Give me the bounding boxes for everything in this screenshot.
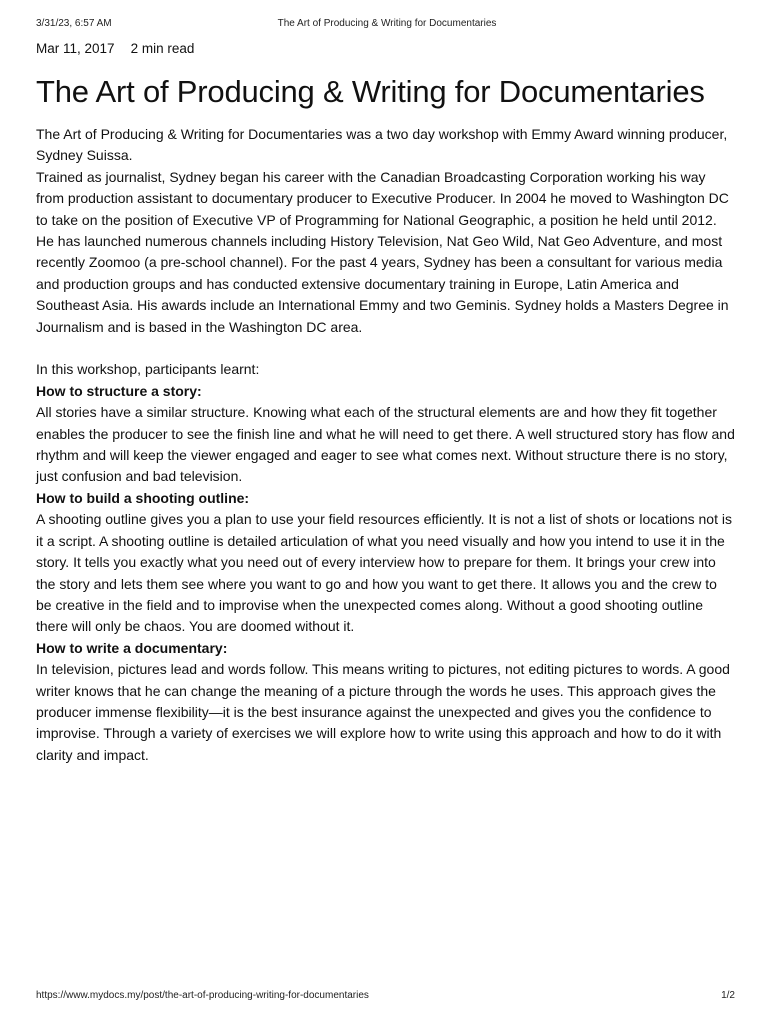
print-footer: [36, 990, 735, 1004]
section-body-shooting-outline: A shooting outline gives you a plan to use your field resources efficiently. It is not a list of shots or locations not is it a script. A shooting outline is detailed articulation of what you need visually and how you intend to use it in the story. It tells you exactly what you need out of every interview how to prepare for them. It brings your crew into the story and lets them see where you want to go and how you want to get there. It allows you and the crew to be creative in the field and to improvise when the unexpected comes along. Without a good shooting outline there will only be chaos. You are doomed without it.: [36, 511, 732, 635]
section-body-writing: In television, pictures lead and words follow. This means writing to pictures, not editing pictures to words. A good writer knows that he can change the meaning of a picture through the words he uses. This approach gives the producer immense flexibility—it is the best insurance against the unexpected and gives you the confidence to improvise. Through a variety of exercises we will explore how to write using this approach and how to do it with clarity and impact.: [36, 661, 730, 763]
intro-paragraph: The Art of Producing & Writing for Documentaries was a two day workshop with Emmy Award winning producer, Sydney Suissa.: [36, 126, 728, 164]
paragraph-spacer: [36, 338, 736, 359]
post-date: Mar 11, 2017: [36, 41, 115, 56]
section-heading-writing: How to write a documentary:: [36, 639, 228, 656]
bio-paragraph: Trained as journalist, Sydney began his career with the Canadian Broadcasting Corporation working his way from production assistant to documentary producer to Executive Producer. In 2004 he moved to Washington DC to take on the position of Executive VP of Programming for National Geographic, a position he held until 2012. He has launched numerous channels including History Television, Nat Geo Wild, Nat Geo Adventure, and most recently Zoomoo (a pre-school channel). For the past 4 years, Sydney has been a consultant for various media and production groups and has conducted extensive documentary training in Europe, Latin America and Southeast Asia. His awards include an International Emmy and two Geminis. Sydney holds a Masters Degree in Journalism and is based in the Washington DC area.: [36, 168, 729, 335]
post-meta: [36, 41, 194, 56]
read-time: 2 min read: [130, 41, 195, 56]
section-body-structure: All stories have a similar structure. Knowing what each of the structural elements are and how they fit together enables the producer to see the finish line and what he will need to get there. A well structured story has flow and rhythm and will keep the viewer engaged and eager to see what comes next. Without structure there is no story, just confusion and bad television.: [36, 404, 735, 485]
section-heading-shooting-outline: How to build a shooting outline:: [36, 489, 250, 506]
print-datetime: 3/31/23, 6:57 AM: [36, 18, 112, 29]
article-body: [36, 124, 736, 766]
article-title: The Art of Producing & Writing for Documentaries: [36, 74, 705, 109]
print-header: [36, 18, 738, 32]
print-page-title: The Art of Producing & Writing for Documentaries: [277, 18, 497, 29]
learnt-intro: In this workshop, participants learnt:: [36, 361, 260, 378]
page-url: https://www.mydocs.my/post/the-art-of-producing-writing-for-documentaries: [36, 990, 369, 1001]
page-number: 1/2: [721, 990, 735, 1001]
section-heading-structure: How to structure a story:: [36, 382, 202, 399]
